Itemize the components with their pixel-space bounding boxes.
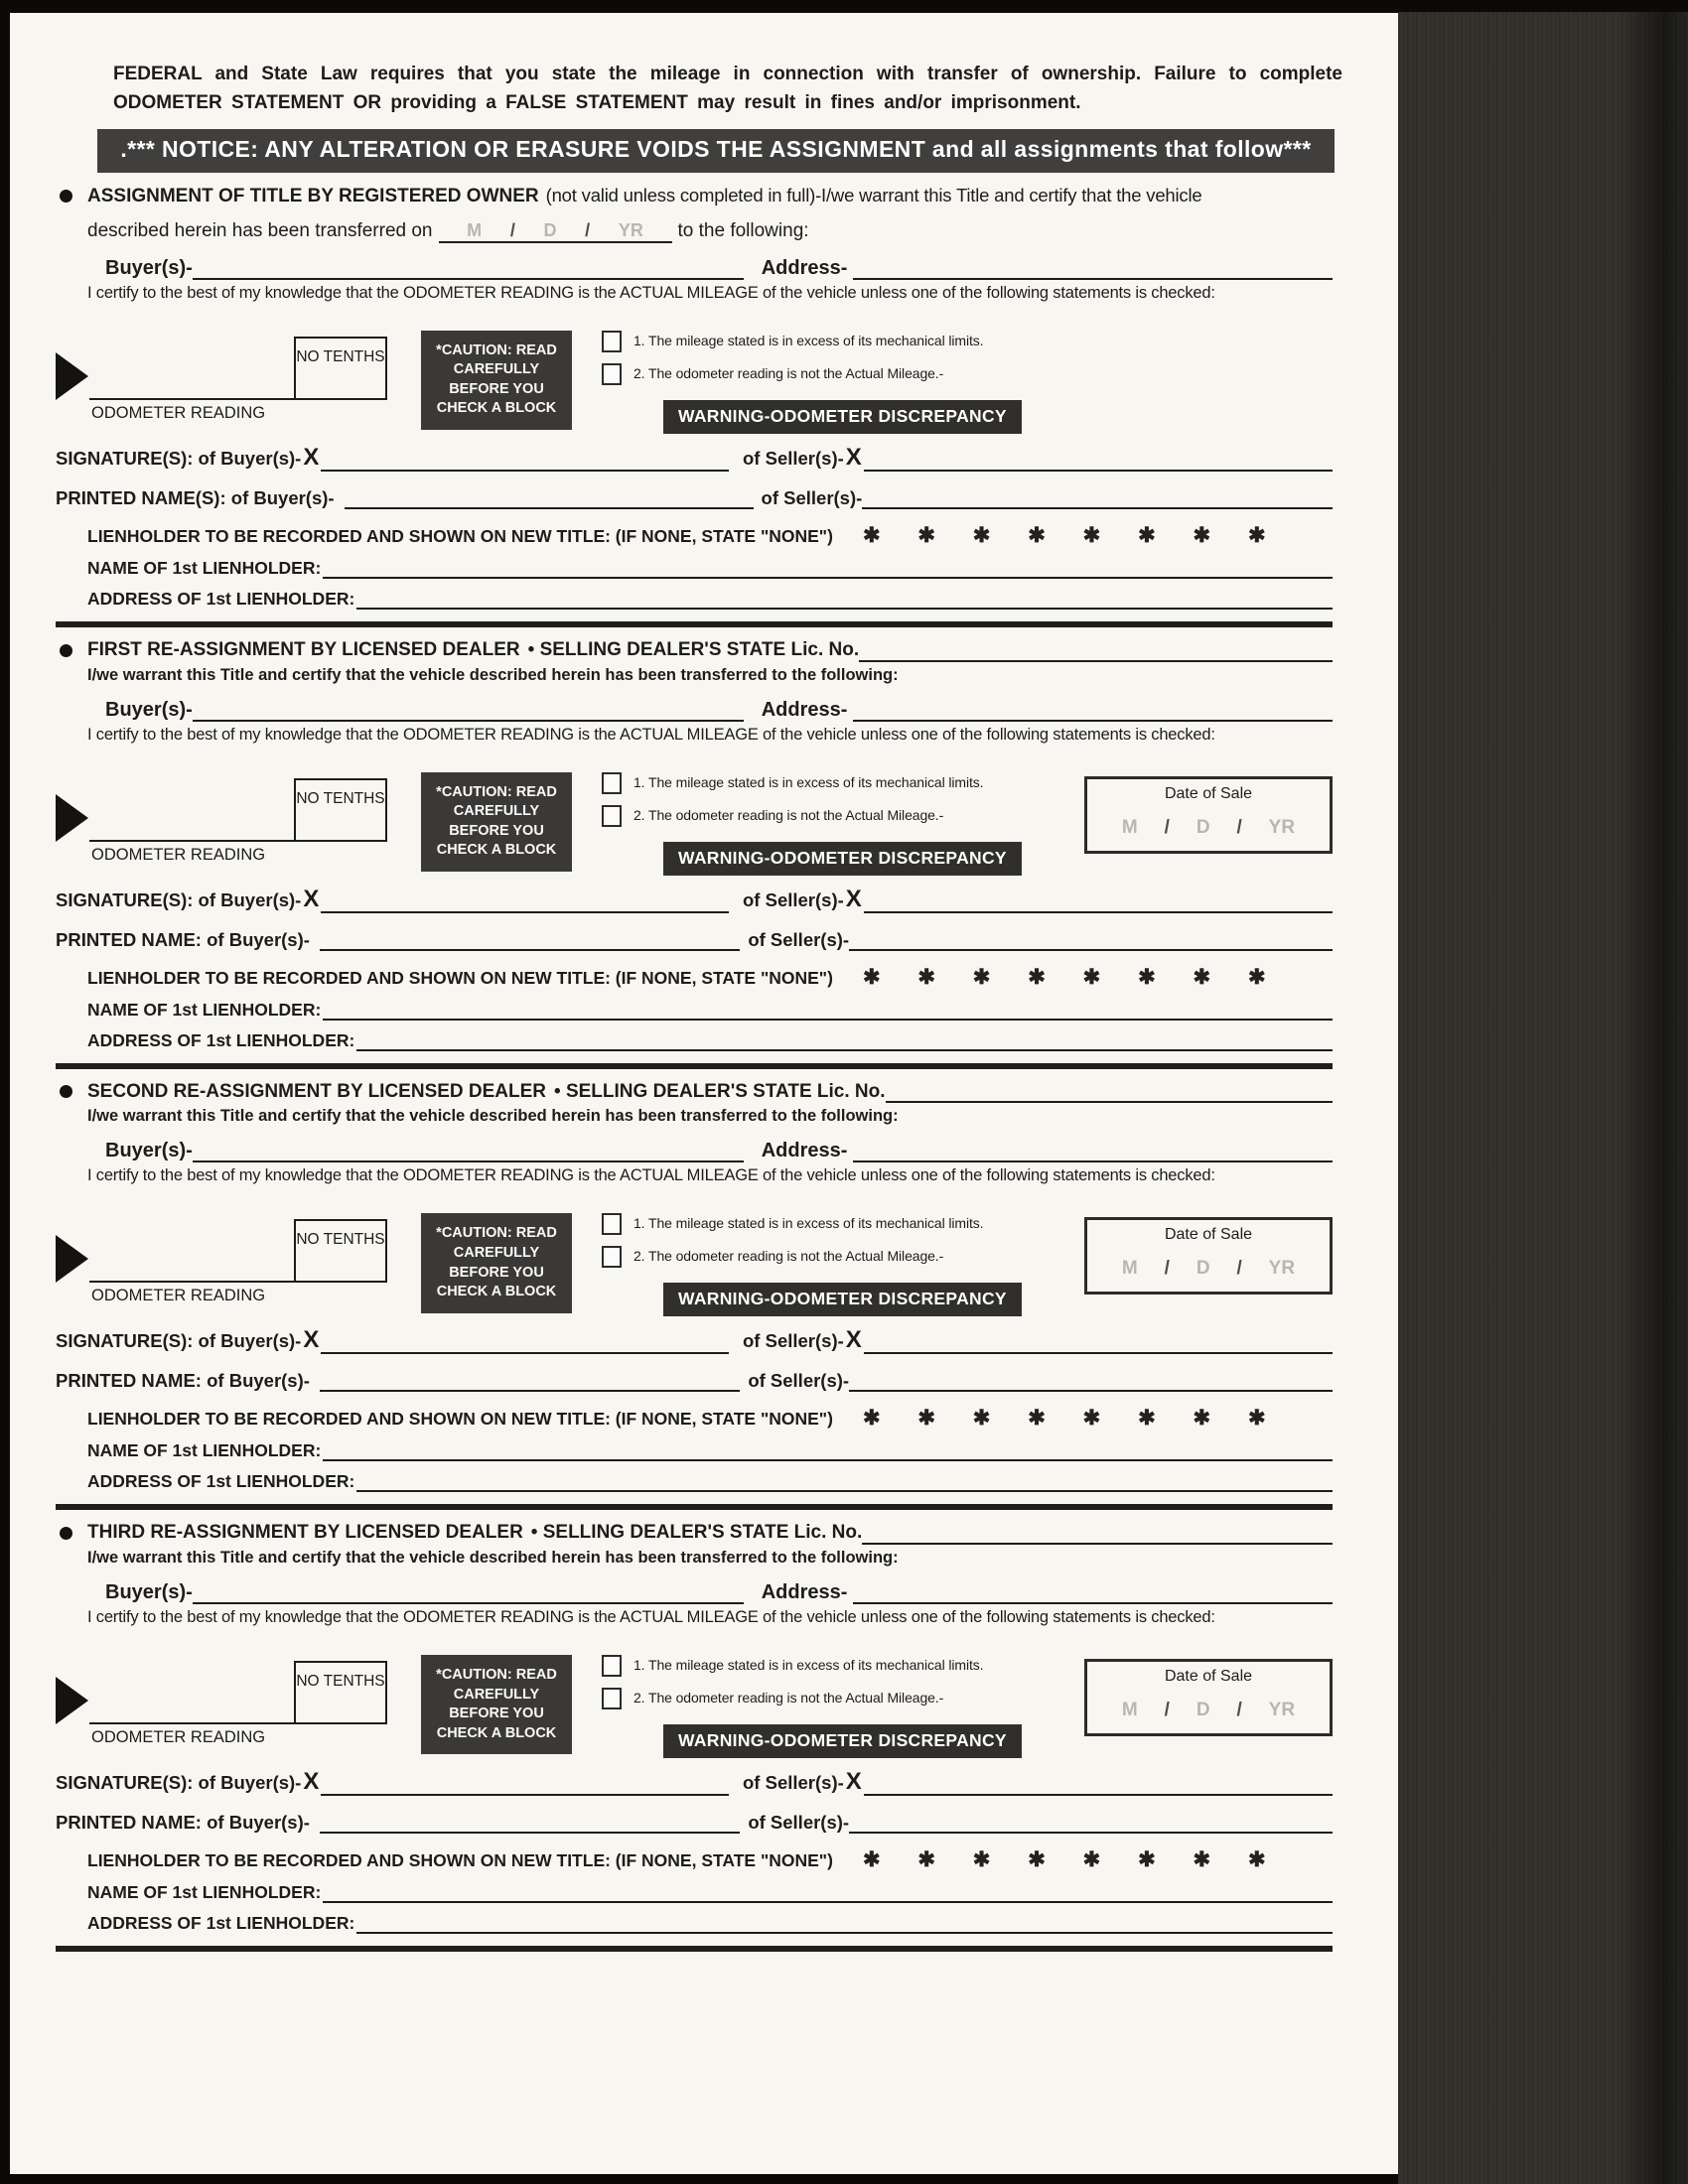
statement-2-text: 2. The odometer reading is not the Actual Mileage.-	[633, 1248, 944, 1265]
lienholder-instruction-text: LIENHOLDER TO BE RECORDED AND SHOWN ON NEW TITLE: (IF NONE, STATE "NONE")	[87, 525, 833, 546]
lienholder-asterisks: ✱ ✱ ✱ ✱ ✱ ✱ ✱ ✱	[862, 965, 1268, 989]
alteration-notice-banner: .*** NOTICE: ANY ALTERATION OR ERASURE VOIDS THE ASSIGNMENT and all assignments that follow***	[97, 129, 1335, 173]
buyer-signature-blank	[321, 1326, 729, 1354]
name-lienholder-blank	[323, 1000, 1333, 1021]
assignment-section	[56, 185, 1333, 627]
buyer-signature-label: SIGNATURE(S): of Buyer(s)-	[56, 1330, 302, 1352]
buyer-signature-x: X	[303, 443, 320, 471]
signature-line	[56, 444, 1333, 472]
address-label: Address-	[761, 698, 848, 721]
lienholder-asterisks: ✱ ✱ ✱ ✱ ✱ ✱ ✱ ✱	[862, 1848, 1268, 1872]
buyer-label: Buyer(s)-	[105, 1140, 193, 1162]
buyer-label: Buyer(s)-	[105, 1581, 193, 1604]
signature-line	[56, 1768, 1333, 1796]
dealer-license-blank	[862, 1522, 1333, 1545]
date-separator: /	[1236, 1700, 1242, 1721]
odometer-reading-label: ODOMETER READING	[91, 1287, 266, 1305]
address-lienholder-blank	[356, 1913, 1333, 1934]
lienholder-instruction-text: LIENHOLDER TO BE RECORDED AND SHOWN ON NEW TITLE: (IF NONE, STATE "NONE")	[87, 1409, 833, 1430]
section-bullet-icon	[60, 1527, 72, 1540]
address-lienholder-blank	[356, 589, 1333, 610]
statements-column	[602, 1635, 1076, 1758]
date-month-placeholder: M	[467, 219, 483, 240]
no-tenths-box: NO TENTHS	[294, 778, 387, 842]
odometer-certify-text: I certify to the best of my knowledge that the ODOMETER READING is the ACTUAL MILEAGE of the vehicle unless one of the following statements is checked:	[87, 283, 1215, 302]
date-year-placeholder: YR	[618, 219, 643, 240]
address-blank	[853, 1581, 1333, 1604]
name-lienholder-line	[87, 558, 1333, 579]
section-heading	[60, 639, 1333, 662]
seller-printed-blank	[849, 1370, 1333, 1392]
no-tenths-box: NO TENTHS	[294, 1661, 387, 1724]
statement-1-text: 1. The mileage stated is in excess of its mechanical limits.	[633, 1657, 984, 1674]
date-of-sale-fields	[1095, 1258, 1322, 1280]
date-day-placeholder: D	[1196, 816, 1210, 838]
no-tenths-box: NO TENTHS	[294, 1219, 387, 1283]
warning-odometer-banner: WARNING-ODOMETER DISCREPANCY	[663, 1283, 1022, 1316]
name-lienholder-line	[87, 1882, 1333, 1903]
seller-signature-blank	[864, 1768, 1333, 1796]
date-of-sale-box	[1084, 776, 1333, 854]
date-year-placeholder: YR	[1268, 816, 1296, 838]
section-heading	[60, 1081, 1333, 1104]
section-divider	[56, 1946, 1333, 1952]
address-label: Address-	[761, 1140, 848, 1162]
date-month-placeholder: M	[1121, 816, 1138, 838]
caution-box: *CAUTION: READ CAREFULLY BEFORE YOU CHECK A BLOCK	[421, 331, 572, 430]
section-divider	[56, 621, 1333, 627]
date-day-placeholder: D	[1196, 1700, 1210, 1721]
lienholder-asterisks: ✱ ✱ ✱ ✱ ✱ ✱ ✱ ✱	[862, 1407, 1268, 1431]
seller-signature-blank	[864, 1326, 1333, 1354]
lienholder-block	[87, 965, 1333, 1051]
statement-1-row	[602, 1215, 1076, 1235]
warning-odometer-banner: WARNING-ODOMETER DISCREPANCY	[663, 400, 1022, 434]
statements-column	[602, 752, 1076, 876]
printed-name-label: PRINTED NAME(S): of Buyer(s)-	[56, 486, 335, 508]
address-blank	[853, 257, 1333, 280]
seller-signature-blank	[864, 444, 1333, 472]
address-blank	[853, 1140, 1333, 1162]
assignment-section	[56, 1081, 1333, 1511]
caution-box: *CAUTION: READ CAREFULLY BEFORE YOU CHECK A BLOCK	[421, 772, 572, 872]
odometer-arrow-icon	[56, 1235, 88, 1283]
buyer-printed-blank	[320, 1812, 740, 1834]
warrant-text: I/we warrant this Title and certify that the vehicle described herein has been transferred to the following:	[87, 1107, 899, 1126]
seller-printed-blank	[849, 1812, 1333, 1834]
lienholder-block	[87, 1847, 1333, 1934]
federal-law-notice-text: FEDERAL and State Law requires that you state the mileage in connection with transfer of ownership. Failure to complete ODOMETER STATEMENT OR providing a FALSE STATEMENT may result in fines and/or imprisonment.	[113, 64, 1342, 113]
statement-2-row	[602, 1248, 1076, 1268]
mileage-excess-checkbox	[602, 1213, 622, 1235]
buyer-label: Buyer(s)-	[105, 256, 193, 279]
date-of-sale-label: Date of Sale	[1164, 1668, 1253, 1686]
statement-2-row	[602, 365, 1333, 385]
statements-column	[602, 311, 1333, 434]
seller-printed-blank	[849, 929, 1333, 951]
address-lienholder-line	[87, 1471, 1333, 1492]
buyer-address-line	[105, 699, 1333, 722]
section-divider	[56, 1504, 1333, 1510]
odometer-reading-blank	[89, 1281, 294, 1283]
buyer-signature-label: SIGNATURE(S): of Buyer(s)-	[56, 1772, 302, 1794]
date-of-sale-box	[1084, 1659, 1333, 1736]
not-actual-mileage-checkbox	[602, 1246, 622, 1268]
section-title-note: (not valid unless completed in full)-I/we warrant this Title and certify that the vehicle	[545, 185, 1202, 205]
no-tenths-box: NO TENTHS	[294, 337, 387, 400]
printed-name-line	[56, 487, 1333, 509]
address-lienholder-line	[87, 589, 1333, 610]
name-lienholder-blank	[323, 1882, 1333, 1903]
address-blank	[853, 699, 1333, 722]
buyer-blank	[193, 1140, 744, 1162]
warning-odometer-banner: WARNING-ODOMETER DISCREPANCY	[663, 842, 1022, 876]
odometer-arrow-icon	[56, 794, 88, 842]
buyer-blank	[193, 1581, 744, 1604]
date-separator: /	[585, 219, 591, 240]
address-lienholder-label: ADDRESS OF 1st LIENHOLDER:	[87, 588, 355, 609]
odometer-certify-text: I certify to the best of my knowledge that the ODOMETER READING is the ACTUAL MILEAGE of the vehicle unless one of the following statements is checked:	[87, 1608, 1215, 1627]
buyer-signature-label: SIGNATURE(S): of Buyer(s)-	[56, 888, 302, 910]
name-lienholder-label: NAME OF 1st LIENHOLDER:	[87, 557, 322, 578]
odometer-block	[56, 311, 1333, 434]
name-lienholder-line	[87, 1440, 1333, 1461]
section-bullet-icon	[60, 190, 72, 203]
buyer-printed-blank	[345, 487, 754, 509]
address-lienholder-blank	[356, 1030, 1333, 1051]
seller-printed-label: of Seller(s)-	[748, 1370, 850, 1392]
buyer-address-line	[105, 257, 1333, 280]
date-of-sale-fields	[1095, 1700, 1322, 1721]
printed-name-label: PRINTED NAME: of Buyer(s)-	[56, 928, 310, 950]
address-lienholder-line	[87, 1030, 1333, 1051]
odometer-reading-label: ODOMETER READING	[91, 1728, 266, 1747]
not-actual-mileage-checkbox	[602, 363, 622, 385]
warrant-text: I/we warrant this Title and certify that the vehicle described herein has been transferred to the following:	[87, 1549, 899, 1568]
signature-line	[56, 1326, 1333, 1354]
section-heading	[60, 185, 1333, 208]
date-separator: /	[509, 219, 515, 240]
odometer-reading-blank	[89, 398, 294, 400]
buyer-label: Buyer(s)-	[105, 698, 193, 721]
seller-signature-label: of Seller(s)-	[743, 1330, 844, 1352]
statement-1-row	[602, 1657, 1076, 1677]
odometer-reading-blank	[89, 1722, 294, 1724]
odometer-block	[56, 1635, 1333, 1758]
statement-1-row	[602, 333, 1333, 352]
name-lienholder-blank	[323, 558, 1333, 579]
odometer-reading-area	[56, 1193, 294, 1305]
address-label: Address-	[761, 1581, 848, 1604]
buyer-signature-x: X	[303, 1768, 320, 1796]
date-of-sale-label: Date of Sale	[1164, 1226, 1253, 1244]
assignment-section	[56, 639, 1333, 1069]
seller-signature-x: X	[845, 1326, 862, 1354]
section-title: FIRST RE-ASSIGNMENT BY LICENSED DEALER	[87, 638, 520, 660]
lienholder-instruction-line	[87, 965, 1333, 990]
date-day-placeholder: D	[543, 219, 557, 240]
buyer-signature-blank	[321, 444, 729, 472]
seller-printed-label: of Seller(s)-	[748, 928, 850, 950]
dealer-license-label: • SELLING DEALER'S STATE Lic. No.	[527, 638, 860, 660]
transfer-date-blank	[439, 220, 672, 243]
date-separator: /	[1236, 1258, 1242, 1280]
section-title: ASSIGNMENT OF TITLE BY REGISTERED OWNER	[87, 186, 539, 206]
odometer-reading-area	[56, 1635, 294, 1747]
odometer-reading-area	[56, 752, 294, 864]
section-bullet-icon	[60, 1085, 72, 1098]
printed-name-line	[56, 1812, 1333, 1834]
seller-signature-x: X	[845, 1768, 862, 1796]
section-divider	[56, 1063, 1333, 1069]
section-bullet-icon	[60, 644, 72, 657]
seller-signature-blank	[864, 886, 1333, 913]
statement-1-text: 1. The mileage stated is in excess of its mechanical limits.	[633, 1215, 984, 1232]
seller-signature-label: of Seller(s)-	[743, 447, 844, 469]
mileage-excess-checkbox	[602, 772, 622, 794]
date-of-sale-box	[1084, 1217, 1333, 1295]
printed-name-line	[56, 1370, 1333, 1392]
assignment-sections	[56, 185, 1333, 1952]
date-separator: /	[1164, 1700, 1170, 1721]
section-heading	[60, 1522, 1333, 1545]
lienholder-asterisks: ✱ ✱ ✱ ✱ ✱ ✱ ✱ ✱	[862, 523, 1268, 547]
date-year-placeholder: YR	[1268, 1700, 1296, 1721]
date-year-placeholder: YR	[1268, 1258, 1296, 1280]
seller-signature-x: X	[845, 885, 862, 912]
transfer-suffix-text: to the following:	[677, 219, 809, 241]
buyer-blank	[193, 257, 744, 280]
odometer-arrow-icon	[56, 352, 88, 400]
warrant-text: I/we warrant this Title and certify that the vehicle described herein has been transferred to the following:	[87, 665, 899, 684]
date-separator: /	[1236, 816, 1242, 838]
odometer-reading-blank	[89, 840, 294, 842]
transfer-prefix-text: described herein has been transferred on	[87, 219, 433, 241]
lienholder-block	[87, 1406, 1333, 1492]
section-title: THIRD RE-ASSIGNMENT BY LICENSED DEALER	[87, 1522, 523, 1544]
caution-box: *CAUTION: READ CAREFULLY BEFORE YOU CHECK A BLOCK	[421, 1213, 572, 1312]
date-month-placeholder: M	[1121, 1258, 1138, 1280]
buyer-blank	[193, 699, 744, 722]
not-actual-mileage-checkbox	[602, 1688, 622, 1709]
buyer-signature-label: SIGNATURE(S): of Buyer(s)-	[56, 447, 302, 469]
buyer-signature-blank	[321, 1768, 729, 1796]
odometer-reading-area	[56, 311, 294, 422]
statement-2-text: 2. The odometer reading is not the Actual Mileage.-	[633, 1690, 944, 1706]
address-lienholder-line	[87, 1913, 1333, 1934]
dealer-license-label: • SELLING DEALER'S STATE Lic. No.	[554, 1080, 886, 1102]
seller-signature-label: of Seller(s)-	[743, 888, 844, 910]
name-lienholder-blank	[323, 1440, 1333, 1461]
buyer-signature-blank	[321, 886, 729, 913]
statement-2-row	[602, 807, 1076, 827]
signature-line	[56, 886, 1333, 913]
name-lienholder-line	[87, 1000, 1333, 1021]
lienholder-instruction-line	[87, 523, 1333, 548]
not-actual-mileage-checkbox	[602, 805, 622, 827]
odometer-arrow-icon	[56, 1677, 88, 1724]
dealer-license-label: • SELLING DEALER'S STATE Lic. No.	[530, 1522, 863, 1544]
lienholder-instruction-text: LIENHOLDER TO BE RECORDED AND SHOWN ON NEW TITLE: (IF NONE, STATE "NONE")	[87, 967, 833, 988]
seller-signature-x: X	[845, 443, 862, 471]
dealer-license-blank	[886, 1081, 1333, 1104]
mileage-excess-checkbox	[602, 1655, 622, 1677]
date-day-placeholder: D	[1196, 1258, 1210, 1280]
title-document-page	[10, 13, 1398, 2174]
section-title: SECOND RE-ASSIGNMENT BY LICENSED DEALER	[87, 1080, 547, 1102]
warning-odometer-banner: WARNING-ODOMETER DISCREPANCY	[663, 1724, 1022, 1758]
name-lienholder-label: NAME OF 1st LIENHOLDER:	[87, 1440, 322, 1461]
address-lienholder-label: ADDRESS OF 1st LIENHOLDER:	[87, 1913, 355, 1934]
statement-2-text: 2. The odometer reading is not the Actual Mileage.-	[633, 806, 944, 823]
name-lienholder-label: NAME OF 1st LIENHOLDER:	[87, 1882, 322, 1903]
address-lienholder-blank	[356, 1471, 1333, 1492]
dealer-license-blank	[859, 639, 1333, 662]
buyer-signature-x: X	[303, 885, 320, 912]
statement-2-row	[602, 1690, 1076, 1709]
buyer-signature-x: X	[303, 1326, 320, 1354]
odometer-block	[56, 752, 1333, 876]
seller-signature-label: of Seller(s)-	[743, 1772, 844, 1794]
seller-printed-label: of Seller(s)-	[761, 486, 863, 508]
lienholder-instruction-line	[87, 1847, 1333, 1872]
odometer-certify-text: I certify to the best of my knowledge that the ODOMETER READING is the ACTUAL MILEAGE of the vehicle unless one of the following statements is checked:	[87, 725, 1215, 744]
statement-2-text: 2. The odometer reading is not the Actual Mileage.-	[633, 364, 944, 381]
printed-name-label: PRINTED NAME: of Buyer(s)-	[56, 1812, 310, 1834]
address-lienholder-label: ADDRESS OF 1st LIENHOLDER:	[87, 1029, 355, 1050]
transfer-date-line	[87, 220, 1333, 243]
scanner-background	[1398, 12, 1688, 2184]
date-month-placeholder: M	[1121, 1700, 1138, 1721]
seller-printed-label: of Seller(s)-	[748, 1812, 850, 1834]
date-separator: /	[1164, 1258, 1170, 1280]
buyer-address-line	[105, 1140, 1333, 1162]
mileage-excess-checkbox	[602, 331, 622, 352]
date-of-sale-label: Date of Sale	[1164, 784, 1253, 802]
odometer-reading-label: ODOMETER READING	[91, 403, 266, 422]
printed-name-line	[56, 929, 1333, 951]
lienholder-instruction-text: LIENHOLDER TO BE RECORDED AND SHOWN ON NEW TITLE: (IF NONE, STATE "NONE")	[87, 1850, 833, 1871]
statements-column	[602, 1193, 1076, 1316]
buyer-address-line	[105, 1581, 1333, 1604]
statement-1-text: 1. The mileage stated is in excess of its mechanical limits.	[633, 332, 984, 348]
date-of-sale-fields	[1095, 817, 1322, 839]
statement-1-row	[602, 774, 1076, 794]
statement-1-text: 1. The mileage stated is in excess of its mechanical limits.	[633, 773, 984, 790]
lienholder-block	[87, 523, 1333, 610]
buyer-printed-blank	[320, 1370, 740, 1392]
odometer-block	[56, 1193, 1333, 1316]
caution-box: *CAUTION: READ CAREFULLY BEFORE YOU CHECK A BLOCK	[421, 1655, 572, 1754]
buyer-printed-blank	[320, 929, 740, 951]
name-lienholder-label: NAME OF 1st LIENHOLDER:	[87, 999, 322, 1020]
odometer-reading-label: ODOMETER READING	[91, 845, 266, 864]
seller-printed-blank	[862, 487, 1333, 509]
odometer-certify-text: I certify to the best of my knowledge that the ODOMETER READING is the ACTUAL MILEAGE of the vehicle unless one of the following statements is checked:	[87, 1166, 1215, 1185]
printed-name-label: PRINTED NAME: of Buyer(s)-	[56, 1370, 310, 1392]
lienholder-instruction-line	[87, 1406, 1333, 1431]
address-label: Address-	[761, 256, 848, 279]
date-separator: /	[1164, 816, 1170, 838]
assignment-section	[56, 1522, 1333, 1952]
address-lienholder-label: ADDRESS OF 1st LIENHOLDER:	[87, 1471, 355, 1492]
